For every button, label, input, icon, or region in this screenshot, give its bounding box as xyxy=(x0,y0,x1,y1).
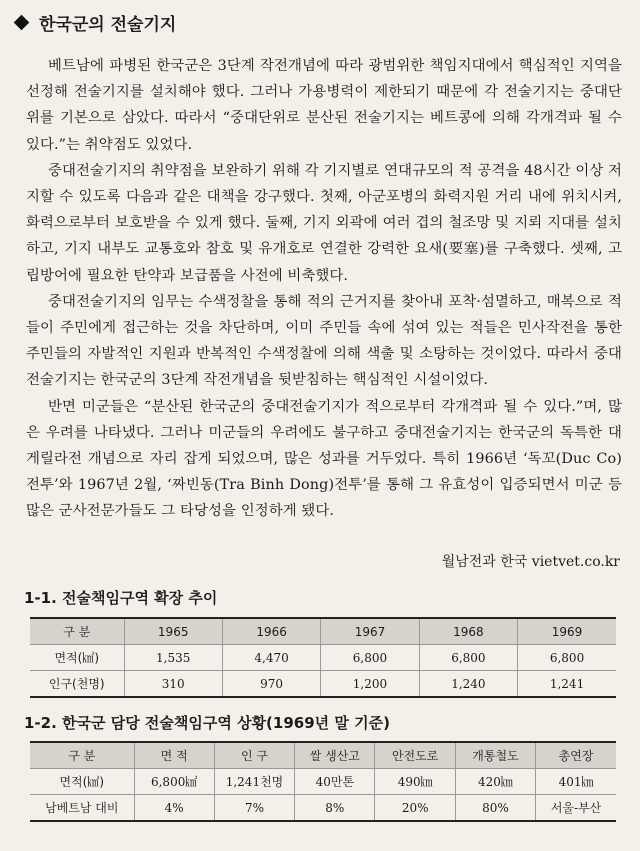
table-cell: 490㎞ xyxy=(375,769,455,795)
table-row xyxy=(30,671,616,698)
row-header: 면적(㎢) xyxy=(30,769,134,795)
table-cell: 7% xyxy=(214,795,294,822)
table-cell: 970 xyxy=(222,671,320,698)
expansion-table xyxy=(30,617,616,698)
table-header-row xyxy=(30,618,616,645)
table-cell: 20% xyxy=(375,795,455,822)
table-cell: 서울-부산 xyxy=(536,795,616,822)
table1-title: 1-1. 전술책임구역 확장 추이 xyxy=(24,589,218,607)
column-header: 개통철도 xyxy=(455,742,535,769)
table-cell: 6,800 xyxy=(419,645,517,671)
table-cell: 6,800㎢ xyxy=(134,769,214,795)
column-header: 면 적 xyxy=(134,742,214,769)
column-header: 쌀 생산고 xyxy=(295,742,375,769)
table-cell: 1,240 xyxy=(419,671,517,698)
paragraph: 반면 미군들은 “분산된 한국군의 중대전술기지가 적으로부터 각개격파 될 수 있다.”며, 많은 우려를 나타냈다. 그러나 미군들의 우려에도 불구하고 중대전술기지는 한국군의 독특한 대게릴라전 개념으로 자리 잡게 되었으며, 많은 성과를 거두었다. 특히 1966년 ‘독꼬(Duc Co)전투’와 1967년 2월, ‘짜빈동(Tra Binh Dong)전투’를 통해 그 유효성이 입증되면서 미군 등 많은 군사전문가들도 그 타당성을 인정하게 됐다. xyxy=(26,398,622,520)
responsibility-area-table xyxy=(30,741,616,822)
section-title: 한국군의 전술기지 xyxy=(39,15,177,35)
column-header: 1965 xyxy=(124,618,222,645)
table-cell: 1,241 xyxy=(518,671,616,698)
column-header: 1967 xyxy=(321,618,419,645)
paragraph: 중대전술기지의 취약점을 보완하기 위해 각 기지별로 연대규모의 적 공격을 48시간 이상 저지할 수 있도록 다음과 같은 대책을 강구했다. 첫째, 아군포병의 화력지원 거리 내에 위치시켜, 화력으로부터 보호받을 수 있게 했다. 둘째, 기지 외곽에 여러 겹의 철조망 및 지뢰 지대를 설치하고, 기지 내부도 교통호와 참호 및 유개호로 연결한 강력한 요새(要塞)를 구축했다. 셋째, 고립방어에 필요한 탄약과 보급품을 사전에 비축했다. xyxy=(26,162,622,284)
column-header: 구 분 xyxy=(30,742,134,769)
table-cell: 420㎞ xyxy=(455,769,535,795)
table-cell: 80% xyxy=(455,795,535,822)
diamond-bullet-icon xyxy=(14,15,30,31)
table-cell: 4% xyxy=(134,795,214,822)
table-cell: 6,800 xyxy=(321,645,419,671)
table-row xyxy=(30,645,616,671)
table-cell: 1,241천명 xyxy=(214,769,294,795)
table-header-row xyxy=(30,742,616,769)
table-cell: 401㎞ xyxy=(536,769,616,795)
table2-title: 1-2. 한국군 담당 전술책임구역 상황(1969년 말 기준) xyxy=(24,714,390,732)
paragraph: 베트남에 파병된 한국군은 3단계 작전개념에 따라 광범위한 책임지대에서 핵심적인 지역을 선정해 전술기지를 설치해야 했다. 그러나 가용병력이 제한되기 때문에 각 전술기지는 중대단위를 기본으로 삼았다. 따라서 “중대단위로 분산된 전술기지는 베트콩에 의해 각개격파 될 수 있다.”는 취약점도 있었다. xyxy=(26,58,622,153)
table-row xyxy=(30,769,616,795)
column-header: 안전도로 xyxy=(375,742,455,769)
section-heading xyxy=(12,10,176,35)
table-cell: 4,470 xyxy=(222,645,320,671)
row-header: 면적(㎢) xyxy=(30,645,124,671)
row-header: 남베트남 대비 xyxy=(30,795,134,822)
paragraph: 중대전술기지의 임무는 수색정찰을 통해 적의 근거지를 찾아내 포착·섬멸하고, 매복으로 적들이 주민에게 접근하는 것을 차단하며, 이미 주민들 속에 섞여 있는 적들은 민사작전을 통한 주민들의 자발적인 지원과 반복적인 수색정찰에 의해 색출 및 소탕하는 것이었다. 따라서 중대전술기지는 한국군의 3단계 작전개념을 뒷받침하는 핵심적인 시설이었다. xyxy=(26,293,622,389)
table-cell: 1,535 xyxy=(124,645,222,671)
column-header: 1969 xyxy=(518,618,616,645)
table-cell: 40만톤 xyxy=(295,769,375,795)
column-header: 총연장 xyxy=(536,742,616,769)
table-cell: 310 xyxy=(124,671,222,698)
body-text xyxy=(26,53,622,525)
column-header: 구 분 xyxy=(30,618,124,645)
row-header: 인구(천명) xyxy=(30,671,124,698)
table-row xyxy=(30,795,616,822)
table-cell: 8% xyxy=(295,795,375,822)
column-header: 인 구 xyxy=(214,742,294,769)
column-header: 1968 xyxy=(419,618,517,645)
column-header: 1966 xyxy=(222,618,320,645)
source-citation: 월남전과 한국 vietvet.co.kr xyxy=(441,554,620,570)
table-cell: 1,200 xyxy=(321,671,419,698)
table-cell: 6,800 xyxy=(518,645,616,671)
